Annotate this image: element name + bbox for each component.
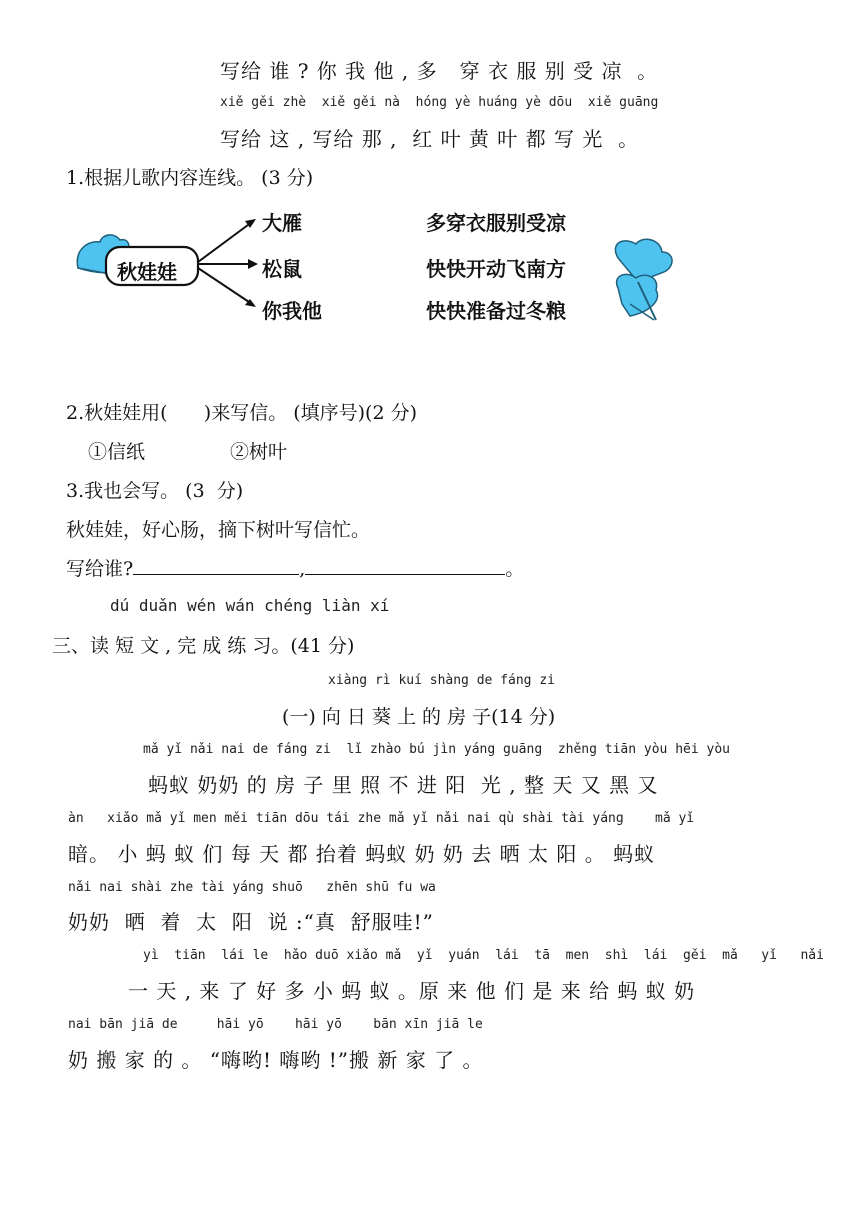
text-line: 蚂蚁 奶奶 的 房 子 里 照 不 进 阳 光 , 整 天 又 黑 又 <box>148 773 659 797</box>
right-item-2: 快快开动飞南方 <box>426 257 566 281</box>
pinyin-line: xiě gěi zhè xiě gěi nà hóng yè huáng yè dōu xiě guāng <box>220 95 659 110</box>
question-3-title: 3.我也会写。 (3 分) <box>66 480 244 502</box>
comma: , <box>299 558 306 580</box>
pinyin-line: mǎ yǐ nǎi nai de fáng zi lǐ zhào bú jìn yáng guāng zhěng tiān yòu hēi yòu <box>143 742 730 757</box>
pinyin-line: àn xiǎo mǎ yǐ men měi tiān dōu tái zhe mǎ yǐ nǎi nai qù shài tài yáng mǎ yǐ <box>68 811 695 826</box>
center-label: 秋娃娃 <box>117 260 177 284</box>
ginkgo-leaves-icon <box>615 239 672 320</box>
passage-title: (一) 向 日 葵 上 的 房 子(14 分) <box>282 706 556 728</box>
right-item-3: 快快准备过冬粮 <box>426 299 566 323</box>
poem-line: 写给 谁 ? 你 我 他 , 多 穿 衣 服 别 受 凉 。 <box>220 59 659 83</box>
question-2-title: 2.秋娃娃用( )来写信。 (填序号)(2 分) <box>66 402 418 424</box>
option-1: ①信纸 <box>88 441 146 463</box>
text-line: 一 天 , 来 了 好 多 小 蚂 蚁 。原 来 他 们 是 来 给 蚂 蚁 奶 <box>128 979 696 1003</box>
left-item-2: 松鼠 <box>262 257 302 281</box>
answer-blank-1[interactable] <box>133 556 299 575</box>
text-line: 奶奶 晒 着 太 阳 说 :“真 舒服哇!” <box>68 910 434 934</box>
poem-line: 写给 这 , 写给 那 , 红 叶 黄 叶 都 写 光 。 <box>220 127 640 151</box>
left-item-1: 大雁 <box>262 211 302 235</box>
passage-title-pinyin: xiàng rì kuí shàng de fáng zi <box>328 673 555 688</box>
text-line: 暗。 小 蚂 蚁 们 每 天 都 抬着 蚂蚁 奶 奶 去 晒 太 阳 。 蚂蚁 <box>68 842 656 866</box>
period: 。 <box>505 558 525 580</box>
right-item-1: 多穿衣服别受凉 <box>426 211 566 235</box>
section-pinyin: dú duǎn wén wán chéng liàn xí <box>110 596 390 615</box>
arrow-lines <box>198 222 252 304</box>
question-3-prompt: 秋娃娃，好心肠，摘下树叶写信忙。 <box>66 519 371 541</box>
answer-blank-2[interactable] <box>305 556 505 575</box>
left-item-3: 你我他 <box>262 299 322 323</box>
section-title: 三、读 短 文 , 完 成 练 习。(41 分) <box>52 635 355 657</box>
pinyin-line: nai bān jiā de hāi yō hāi yō bān xīn jiā le <box>68 1017 483 1032</box>
pinyin-line: yì tiān lái le hǎo duō xiǎo mǎ yǐ yuán lái tā men shì lái gěi mǎ yǐ nǎi <box>143 948 824 963</box>
question-1-title: 1.根据儿歌内容连线。 (3 分) <box>66 167 314 189</box>
answer-prefix: 写给谁? <box>66 558 134 580</box>
answer-line <box>66 554 524 581</box>
pinyin-line: nǎi nai shài zhe tài yáng shuō zhēn shū fu wa <box>68 880 436 895</box>
text-line: 奶 搬 家 的 。 “嗨哟! 嗨哟 !”搬 新 家 了 。 <box>68 1048 484 1072</box>
option-2: ②树叶 <box>230 441 288 463</box>
